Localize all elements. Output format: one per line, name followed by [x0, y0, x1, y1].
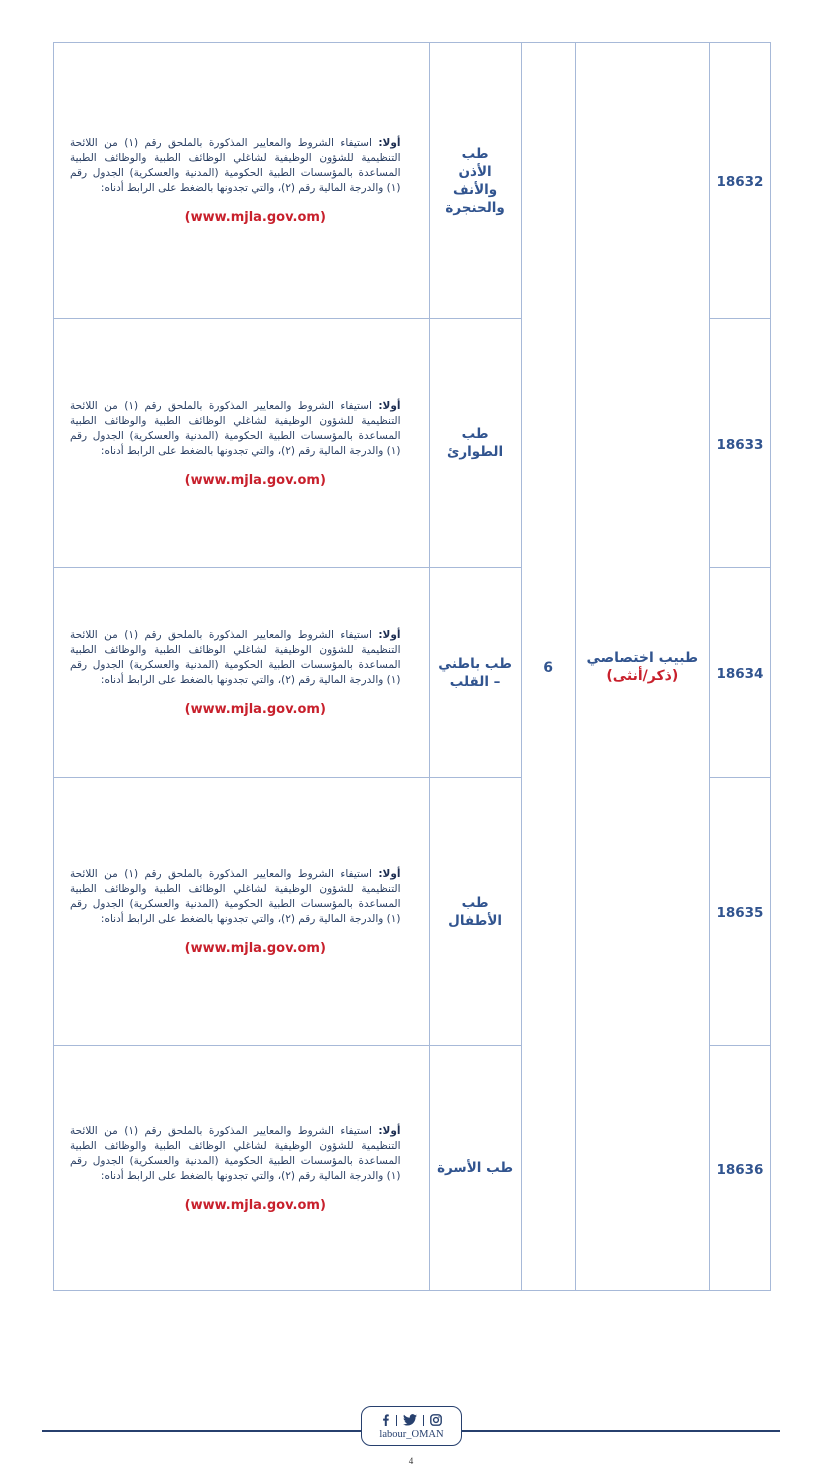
facebook-icon[interactable] [381, 1414, 390, 1426]
job-code: 18633 [716, 436, 764, 453]
job-code: 18632 [716, 174, 764, 190]
conditions-text: أولا: استيفاء الشروط والمعايير المذكورة بالملحق رقم (١) من اللائحة التنظيمية للشؤون الوظيفية لشاغلي الوظائف الطبية والوظائف الطبية المساعدة بالمؤسسات الطبية الحكومية (المدنية والعسكرية) الجدول رقم (١) والدرجة المالية رقم (٢)، والتي تجدونها بالضغط على الرابط أدناه: [70, 399, 401, 457]
conditions-text: أولا: استيفاء الشروط والمعايير المذكورة بالملحق رقم (١) من اللائحة التنظيمية للشؤون الوظيفية لشاغلي الوظائف الطبية والوظائف الطبية المساعدة بالمؤسسات الطبية الحكومية (المدنية والعسكرية) الجدول رقم (١) والدرجة المالية رقم (٢)، والتي تجدونها بالضغط على الرابط أدناه: [70, 1124, 401, 1182]
job-code: 18636 [716, 1161, 764, 1178]
code-cell [709, 568, 770, 778]
specialty-cell [429, 568, 521, 778]
social-badge [361, 1406, 462, 1446]
conditions-cell [54, 319, 430, 568]
specialty-cell [429, 778, 521, 1046]
twitter-icon[interactable] [403, 1414, 417, 1426]
code-cell [709, 1046, 770, 1291]
table-row [54, 43, 771, 319]
specialty-label: طب الأطفال [448, 894, 503, 929]
separator [423, 1415, 424, 1426]
code-cell [709, 43, 770, 319]
conditions-cell [54, 1046, 430, 1291]
specialty-cell [429, 43, 521, 319]
instagram-icon[interactable] [430, 1414, 442, 1426]
specialty-label: طب الأسرة [437, 1160, 514, 1176]
specialty-label: طب الأذن والأنف والحنجرة [445, 145, 505, 216]
code-cell [709, 319, 770, 568]
job-code: 18635 [716, 905, 764, 921]
conditions-text: أولا: استيفاء الشروط والمعايير المذكورة بالملحق رقم (١) من اللائحة التنظيمية للشؤون الوظيفية لشاغلي الوظائف الطبية والوظائف الطبية المساعدة بالمؤسسات الطبية الحكومية (المدنية والعسكرية) الجدول رقم (١) والدرجة المالية رقم (٢)، والتي تجدونها بالضغط على الرابط أدناه: [70, 868, 401, 925]
mjla-link[interactable]: (www.mjla.gov.om) [184, 941, 326, 956]
separator [396, 1415, 397, 1426]
mjla-link[interactable]: (www.mjla.gov.om) [184, 1197, 326, 1213]
conditions-cell [54, 43, 430, 319]
code-cell [709, 778, 770, 1046]
mjla-link[interactable]: (www.mjla.gov.om) [184, 702, 326, 717]
specialty-cell [429, 319, 521, 568]
mjla-link[interactable]: (www.mjla.gov.om) [184, 472, 326, 488]
job-code: 18634 [716, 666, 764, 682]
specialty-label: طب باطني – القلب [438, 655, 512, 690]
footer-divider-left [42, 1430, 361, 1432]
conditions-cell [54, 568, 430, 778]
social-handle: labour_OMAN [379, 1429, 444, 1440]
conditions-cell [54, 778, 430, 1046]
specialty-cell [429, 1046, 521, 1291]
job-title-cell [575, 43, 709, 1291]
count-cell [521, 43, 575, 1291]
vacancy-count: 6 [543, 660, 554, 676]
specialty-label: طب الطوارئ [447, 426, 504, 460]
job-title: طبيب اختصاصي [586, 649, 699, 666]
conditions-text: أولا: استيفاء الشروط والمعايير المذكورة بالملحق رقم (١) من اللائحة التنظيمية للشؤون الوظيفية لشاغلي الوظائف الطبية والوظائف الطبية المساعدة بالمؤسسات الطبية الحكومية (المدنية والعسكرية) الجدول رقم (١) والدرجة المالية رقم (٢)، والتي تجدونها بالضغط على الرابط أدناه: [70, 629, 401, 686]
mjla-link[interactable]: (www.mjla.gov.om) [184, 210, 326, 225]
conditions-text: أولا: استيفاء الشروط والمعايير المذكورة بالملحق رقم (١) من اللائحة التنظيمية للشؤون الوظيفية لشاغلي الوظائف الطبية والوظائف الطبية المساعدة بالمؤسسات الطبية الحكومية (المدنية والعسكرية) الجدول رقم (١) والدرجة المالية رقم (٢)، والتي تجدونها بالضغط على الرابط أدناه: [70, 137, 401, 194]
footer-divider-right [462, 1430, 780, 1432]
vacancies-table [53, 42, 771, 1291]
page-number: 4 [408, 1456, 414, 1466]
job-gender: (ذكر/أنثى) [606, 667, 679, 684]
